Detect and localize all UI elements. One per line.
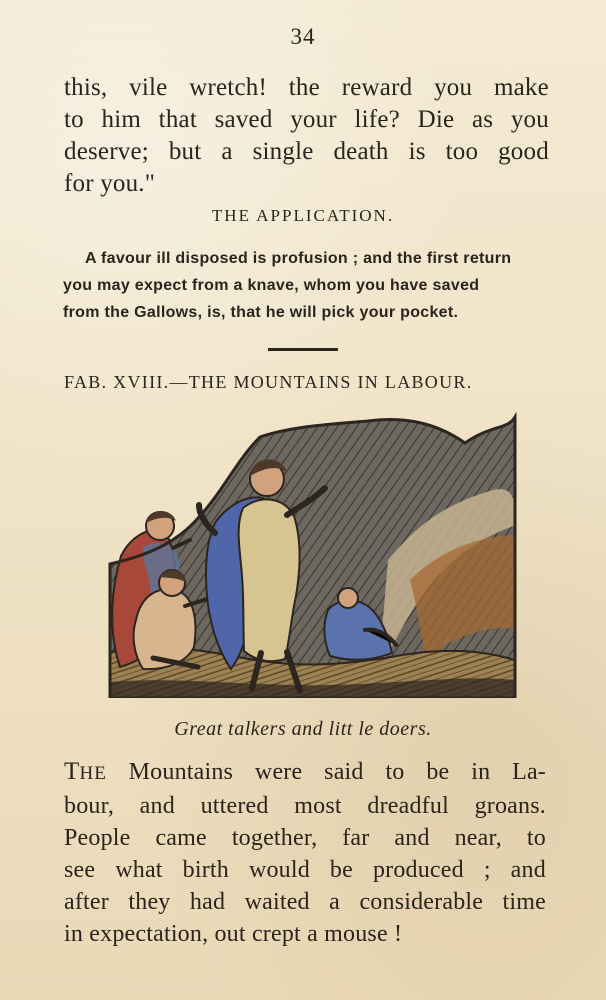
opening-word: that: [158, 106, 197, 133]
opening-word: you: [510, 106, 549, 133]
opening-word: but: [168, 138, 202, 165]
opening-word: single: [252, 138, 314, 165]
fable-story: [64, 756, 546, 950]
story-word: came: [155, 825, 207, 851]
opening-line-3: [64, 136, 549, 168]
story-opening: [64, 756, 107, 790]
story-word: considerable: [359, 889, 484, 915]
fable-title: FAB. XVIII.—THE MOUNTAINS IN LABOUR.: [64, 372, 473, 392]
page-number: 34: [290, 24, 316, 49]
story-line-5: [64, 886, 546, 918]
story-word: in: [471, 759, 491, 785]
story-word: far: [342, 825, 370, 851]
story-word: produced: [372, 857, 464, 883]
story-word: said: [324, 759, 364, 785]
opening-line-1: [64, 72, 549, 104]
opening-word: is: [408, 138, 426, 165]
opening-line-2: [64, 104, 549, 136]
story-word: most: [294, 793, 342, 819]
opening-word: to: [64, 106, 84, 133]
story-word: to: [385, 759, 405, 785]
opening-word: make: [493, 74, 549, 101]
opening-word: as: [471, 106, 494, 133]
illustration-caption: Great talkers and litt le doers.: [174, 718, 432, 740]
story-word: La-: [512, 759, 546, 785]
story-word: were: [254, 759, 303, 785]
story-word: Mountains: [128, 759, 234, 785]
story-line-1: [64, 756, 546, 790]
opening-word: the: [288, 74, 320, 101]
opening-word: death: [333, 138, 389, 165]
story-word: be: [329, 857, 353, 883]
drop-cap: T: [64, 758, 80, 785]
opening-word: Die: [417, 106, 455, 133]
opening-word: good: [498, 138, 549, 165]
story-word: and: [394, 825, 430, 851]
story-word: birth: [182, 857, 229, 883]
story-word: ;: [483, 857, 491, 883]
application-title: THE APPLICATION.: [211, 206, 395, 225]
opening-word: deserve;: [64, 138, 149, 165]
story-word: they: [128, 889, 171, 915]
opening-word: wretch!: [189, 74, 267, 101]
story-word: People: [64, 825, 131, 851]
application-line-3: from the Gallows, is, that he will pick your pocket.: [63, 304, 459, 321]
story-word: bour,: [64, 793, 115, 819]
mountains-in-labour-illustration: [103, 412, 519, 698]
story-word: near,: [454, 825, 502, 851]
opening-word: life?: [354, 106, 400, 133]
application-line-2: you may expect from a knave, whom you have saved: [63, 277, 480, 294]
story-word: together,: [231, 825, 318, 851]
story-word: to: [526, 825, 546, 851]
opening-word: your: [290, 106, 337, 133]
opening-word: too: [445, 138, 479, 165]
story-word: had: [189, 889, 226, 915]
application-text: [63, 245, 550, 326]
story-line-3: [64, 822, 546, 854]
section-divider: [268, 348, 338, 351]
story-line-4: [64, 854, 546, 886]
story-word: and: [139, 793, 175, 819]
story-word: dreadful: [367, 793, 449, 819]
story-word: groans.: [474, 793, 546, 819]
story-line-6: in expectation, out crept a mouse !: [64, 921, 403, 947]
opening-word: him: [101, 106, 142, 133]
story-word: what: [115, 857, 163, 883]
opening-word: a: [221, 138, 233, 165]
opening-word: vile: [129, 74, 168, 101]
opening-word: reward: [341, 74, 413, 101]
application-line-1: A favour ill disposed is profusion ; and the first return: [85, 250, 512, 267]
story-word: see: [64, 857, 96, 883]
story-word: and: [510, 857, 546, 883]
story-word: uttered: [200, 793, 269, 819]
opening-word: this,: [64, 74, 108, 101]
opening-word: saved: [214, 106, 273, 133]
story-word: be: [426, 759, 450, 785]
story-word: after: [64, 889, 109, 915]
story-line-2: [64, 790, 546, 822]
story-word: would: [248, 857, 310, 883]
story-word: a: [329, 889, 341, 915]
small-caps-text: HE: [79, 763, 107, 784]
opening-paragraph: [64, 72, 549, 200]
opening-line-4: for you.": [64, 170, 156, 197]
story-word: time: [502, 889, 546, 915]
opening-word: you: [434, 74, 473, 101]
story-word: waited: [244, 889, 310, 915]
